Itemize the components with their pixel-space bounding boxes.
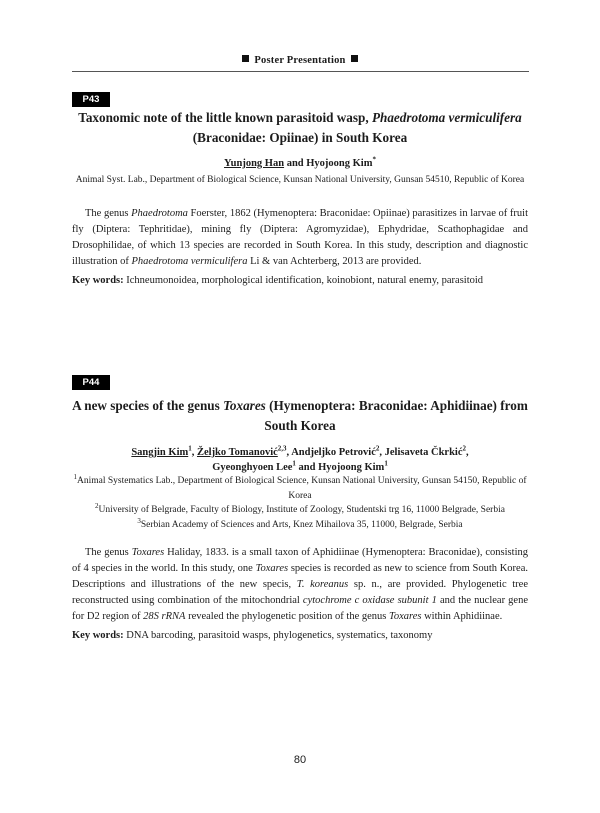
- abstract-title: A new species of the genus Toxares (Hymenoptera: Braconidae: Aphidiinae) from South Korea: [72, 398, 528, 433]
- author: Gyeonghyoen Lee: [212, 462, 293, 473]
- affiliation: $^3$Serbian Academy of Sciences and Arts, Knez Mihailova 35, 11000, Belgrade, Serbia: [137, 516, 463, 530]
- author-list: Yunjong Han and Hyojoong Kim*: [224, 155, 376, 169]
- abstract-body: The genus Phaedrotoma Foerster, 1862 (Hymenoptera: Braconidae: Opiinae) parasitizes in larvae of fruit fly (Diptera: Tephritidae), mining fly (Diptera: Agromyzidae), Ephydridae, Scathophagidae and Drosophilidae, of which 13 species are recorded in South Korea. In this study, description and diagnostic illustration of Phaedrotoma vermiculifera Li & van Achterberg, 2013 are provided.: [72, 208, 528, 267]
- poster-code-badge: P43: [72, 92, 110, 107]
- author: Hyojoong Kim: [318, 462, 385, 473]
- presenting-author: Yunjong Han: [224, 158, 285, 169]
- affiliation: $^2$University of Belgrade, Faculty of Biology, Institute of Zoology, Studentski trg 16, 11000 Belgrade, Serbia: [95, 501, 505, 515]
- running-header: [0, 55, 600, 66]
- keywords: Key words: Ichneumonoidea, morphological identification, koinobiont, natural enemy, parasitoid: [72, 275, 484, 286]
- presenting-author: Sangjin Kim: [131, 447, 189, 458]
- abstract-body: The genus Toxares Haliday, 1833. is a small taxon of Aphidiinae (Hymenoptera: Braconidae), consisting of 4 species in the world. In this study, one Toxares species is recorded as new to science from South Korea. Descriptions and illustrations of the new specis, T. koreanus sp. n., are provided. Phylogenetic tree reconstructed using combination of the mitochondrial cytochrome c oxidase subunit 1 and the nuclear gene for D2 region of 28S rRNA revealed the phylogenetic position of the genus Toxares within Aphidiinae.: [72, 547, 528, 622]
- author: Andjeljko Petrović: [291, 447, 376, 458]
- abstract-title: Taxonomic note of the little known parasitoid wasp, Phaedrotoma vermiculifera (Braconidae: Opiinae) in South Korea: [78, 110, 522, 145]
- author: Jelisaveta Čkrkić: [384, 447, 463, 458]
- keywords: Key words: DNA barcoding, parasitoid wasps, phylogenetics, systematics, taxonomy: [72, 630, 433, 641]
- affiliation-list: [72, 474, 528, 532]
- header-title: Poster Presentation: [254, 55, 346, 66]
- square-bullet-icon: [351, 55, 358, 62]
- affiliation: $^1$Animal Systematics Lab., Department of Biological Science, Kunsan National University, Gunsan 54150, Republic of Korea: [73, 472, 527, 501]
- square-bullet-icon: [242, 55, 249, 62]
- affiliation: Animal Syst. Lab., Department of Biological Science, Kunsan National University, Gunsan 54510, Republic of Korea: [75, 175, 525, 185]
- author: Željko Tomanović: [196, 447, 278, 458]
- author-list: Sangjin Kim$^1$, Željko Tomanović$^{2,3}$, Andjeljko Petrović$^2$, Jelisaveta Čkrkić$^2$, Gyeonghyoen Lee$^1$ and Hyojoong Kim$^1$: [131, 444, 469, 473]
- page-number: 80: [293, 754, 307, 766]
- header-rule: [72, 71, 529, 72]
- author: Hyojoong Kim: [306, 158, 373, 169]
- poster-code-badge: P44: [72, 375, 110, 390]
